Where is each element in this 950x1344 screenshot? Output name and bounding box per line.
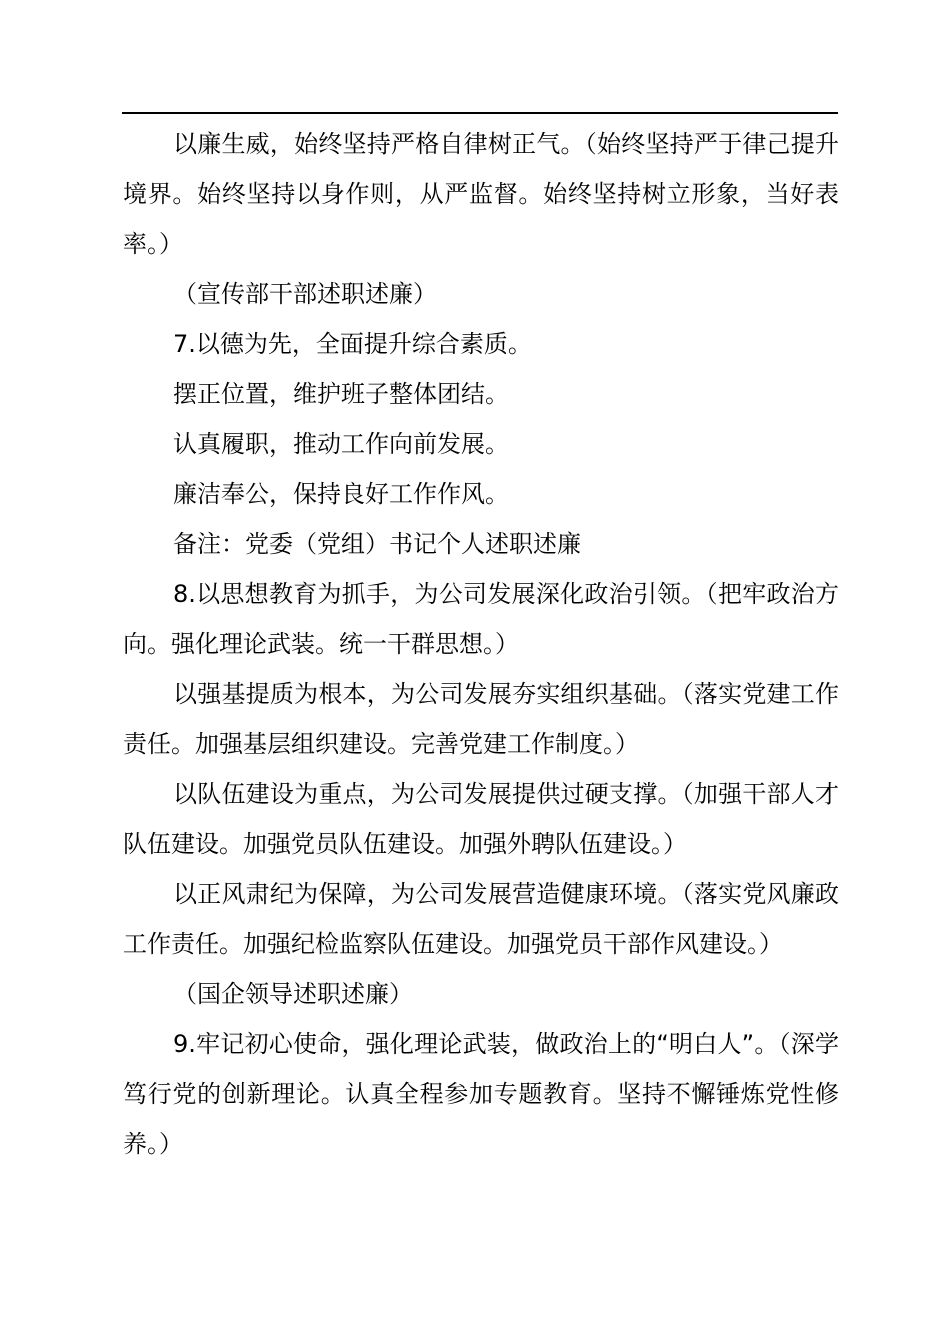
paragraph-8: 8.以思想教育为抓手，为公司发展深化政治引领。（把牢政治方向。强化理论武装。统一干群思想。）	[123, 580, 839, 658]
header-rule	[122, 112, 838, 114]
paragraph-4: 摆正位置，维护班子整体团结。	[173, 380, 509, 408]
paragraph-13: 9.牢记初心使命，强化理论武装，做政治上的“明白人”。（深学笃行党的创新理论。认真全程参加专题教育。坚持不懈锤炼党性修养。）	[123, 1030, 839, 1158]
paragraph-9: 以强基提质为根本，为公司发展夯实组织基础。（落实党建工作责任。加强基层组织建设。完善党建工作制度。）	[123, 680, 839, 758]
paragraph-6: 廉洁奉公，保持良好工作作风。	[173, 480, 509, 508]
paragraph-10: 以队伍建设为重点，为公司发展提供过硬支撑。（加强干部人才队伍建设。加强党员队伍建设。加强外聘队伍建设。）	[123, 780, 839, 858]
paragraph-1: 以廉生威，始终坚持严格自律树正气。（始终坚持严于律己提升境界。始终坚持以身作则，从严监督。始终坚持树立形象，当好表率。）	[123, 130, 839, 258]
document-body	[123, 119, 839, 1169]
paragraph-3: 7.以德为先，全面提升综合素质。	[173, 330, 532, 358]
paragraph-5: 认真履职，推动工作向前发展。	[173, 430, 509, 458]
paragraph-7: 备注：党委（党组）书记个人述职述廉	[173, 530, 581, 558]
paragraph-11: 以正风肃纪为保障，为公司发展营造健康环境。（落实党风廉政工作责任。加强纪检监察队伍建设。加强党员干部作风建设。）	[123, 880, 839, 958]
paragraph-12: （国企领导述职述廉）	[173, 980, 413, 1008]
paragraph-2: （宣传部干部述职述廉）	[173, 280, 437, 308]
